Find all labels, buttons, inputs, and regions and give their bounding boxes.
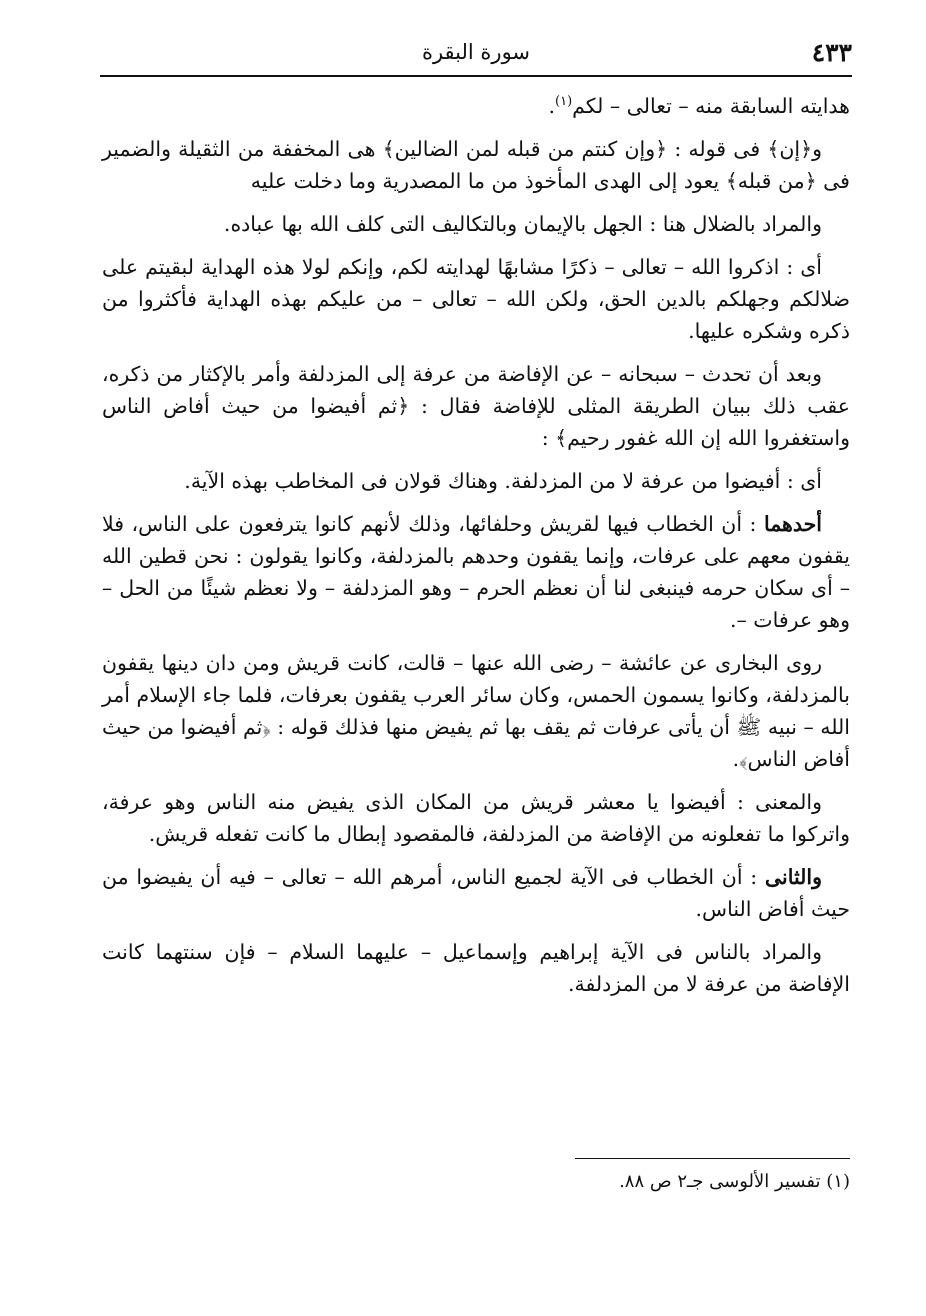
paragraph: و﴿إن﴾ فى قوله : ﴿وإن كنتم من قبله لمن الضالين﴾ هى المخففة من الثقيلة والضمير فى ﴿من قبله﴾ يعود إلى الهدى المأخوذ من ما المصدرية وما دخلت عليه — [102, 137, 850, 193]
page-number: ٤٣٣ — [811, 38, 852, 67]
paragraph: روى البخارى عن عائشة – رضى الله عنها – قالت، كانت قريش ومن دان دينها يقفون بالمزدلفة، وكانوا يسمون الحمس، وكان سائر العرب يقفون بعرفات، فلما جاء الإسلام أمر الله – نبيه ﷺ أن يأتى عرفات ثم يقف بها ثم يفيض منها فذلك قوله : ﴿ثم أفيضوا من حيث أفاض الناس﴾. — [102, 651, 850, 771]
header-divider — [100, 75, 852, 77]
footnote: (١) تفسير الألوسى جـ٢ ص ٨٨. — [619, 1171, 850, 1192]
page-header — [100, 38, 852, 74]
paragraph — [102, 508, 850, 636]
paragraph-text: هدايته السابقة منه – تعالى – لكم — [572, 94, 850, 118]
paragraph: والمراد بالضلال هنا : الجهل بالإيمان وبالتكاليف التى كلف الله بها عباده. — [223, 212, 822, 236]
footnote-marker: (١) — [555, 94, 573, 110]
sentence-end: . — [548, 94, 556, 118]
paragraph: والمراد بالناس فى الآية إبراهيم وإسماعيل – عليهما السلام – فإن سنتهما كانت الإفاضة من عرفة لا من المزدلفة. — [102, 940, 850, 996]
paragraph-text: : أن الخطاب فيها لقريش وحلفائها، وذلك لأنهم كانوا يترفعون على الناس، فلا يقفون معهم على عرفات، وإنما يقفون وحدهم بالمزدلفة، وكانوا يقولون : نحن قطين الله – أى سكان حرمه فينبغى لنا أن نعظم الحرم – وهو المزدلفة – ولا نعظم شيئًا من الحل – وهو عرفات –. — [102, 512, 850, 632]
paragraph: أى : اذكروا الله – تعالى – ذكرًا مشابهًا لهدايته لكم، وإنكم لولا هذه الهداية لبقيتم على ضلالكم وجهلكم بالدين الحق، ولكن الله – تعالى – من عليكم بهذه الهداية فأكثروا من ذكره وشكره عليها. — [102, 255, 850, 343]
paragraph — [102, 90, 850, 122]
paragraph — [102, 861, 850, 925]
paragraph-lead: أحدهما — [763, 512, 822, 536]
paragraph-text: : أن الخطاب فى الآية لجميع الناس، أمرهم الله – تعالى – فيه أن يفيضوا من حيث أفاض الناس. — [102, 865, 850, 921]
paragraph: وبعد أن تحدث – سبحانه – عن الإفاضة من عرفة إلى المزدلفة وأمر بالإكثار من ذكره، عقب ذلك ببيان الطريقة المثلى للإفاضة فقال : ﴿ثم أفيضوا من حيث أفاض الناس واستغفروا الله إن الله غفور رحيم﴾ : — [102, 362, 850, 450]
paragraph-lead: والثانى — [764, 865, 822, 889]
paragraph: والمعنى : أفيضوا يا معشر قريش من المكان الذى يفيض منه الناس وهو عرفة، واتركوا ما تفعلونه من الإفاضة من المزدلفة، فالمقصود إبطال ما كانت تفعله قريش. — [102, 790, 850, 846]
page-body — [102, 90, 850, 1011]
footnote-divider — [575, 1158, 850, 1159]
paragraph: أى : أفيضوا من عرفة لا من المزدلفة. وهناك قولان فى المخاطب بهذه الآية. — [184, 469, 822, 493]
surah-title: سورة البقرة — [421, 40, 531, 64]
